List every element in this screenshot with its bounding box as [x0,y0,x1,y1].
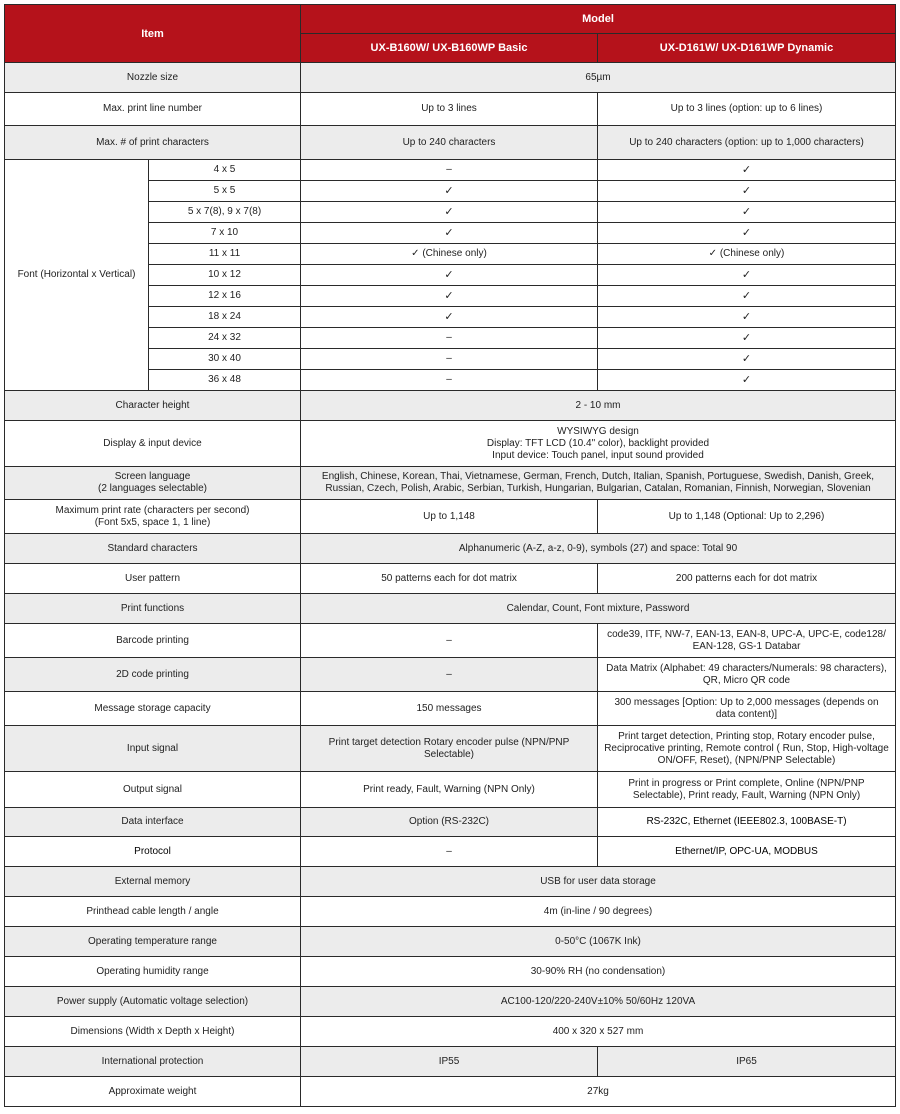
value-nozzle: 65µm [301,63,896,93]
value-std-chars: Alphanumeric (A-Z, a-z, 0-9), symbols (27) and space: Total 90 [301,534,896,564]
value-input-signal-basic: Print target detection Rotary encoder pulse (NPN/PNP Selectable) [301,726,598,772]
value-op-temp: 0-50°C (1067K Ink) [301,927,896,957]
value-char-height: 2 - 10 mm [301,391,896,421]
font-dynamic: ✓ [598,223,896,244]
font-size: 11 x 11 [149,244,301,265]
row-char-height [5,391,896,421]
value-ip-dynamic: IP65 [598,1047,896,1077]
font-basic: – [301,328,598,349]
font-size: 24 x 32 [149,328,301,349]
font-dynamic: ✓ [598,286,896,307]
value-display: WYSIWYG design Display: TFT LCD (10.4" color), backlight provided Input device: Touch panel, input sound provided [301,421,896,467]
value-print-rate-dynamic: Up to 1,148 (Optional: Up to 2,296) [598,500,896,534]
font-size: 4 x 5 [149,160,301,181]
value-data-interface-basic: Option (RS-232C) [301,808,598,837]
row-storage [5,692,896,726]
font-basic: – [301,370,598,391]
value-barcode-basic: – [301,624,598,658]
row-barcode [5,624,896,658]
value-protocol-basic: – [301,837,598,867]
row-screen-lang [5,467,896,500]
row-ip [5,1047,896,1077]
row-op-temp [5,927,896,957]
value-ip-basic: IP55 [301,1047,598,1077]
font-size: 5 x 7(8), 9 x 7(8) [149,202,301,223]
label-ext-memory: External memory [5,867,301,897]
font-basic: ✓ [301,223,598,244]
row-power [5,987,896,1017]
label-font: Font (Horizontal x Vertical) [5,160,149,391]
row-cable [5,897,896,927]
label-nozzle: Nozzle size [5,63,301,93]
label-ip: International protection [5,1047,301,1077]
value-chars-dynamic: Up to 240 characters (option: up to 1,000 characters) [598,126,896,160]
value-op-hum: 30-90% RH (no condensation) [301,957,896,987]
value-lines-dynamic: Up to 3 lines (option: up to 6 lines) [598,93,896,126]
font-dynamic: ✓ [598,349,896,370]
font-basic: ✓ [301,181,598,202]
header-model-dynamic: UX-D161W/ UX-D161WP Dynamic [598,34,896,63]
value-data-interface-dynamic: RS-232C, Ethernet (IEEE802.3, 100BASE-T) [598,808,896,837]
value-print-rate-basic: Up to 1,148 [301,500,598,534]
value-input-signal-dynamic: Print target detection, Printing stop, Rotary encoder pulse, Reciprocative printing, Remote control ( Run, Stop, High-voltage ON/OFF, Reset), (NPN/PNP Selectable) [598,726,896,772]
row-2d-code [5,658,896,692]
value-dimensions: 400 x 320 x 527 mm [301,1017,896,1047]
value-weight: 27kg [301,1077,896,1107]
font-basic: ✓ [301,265,598,286]
value-output-signal-basic: Print ready, Fault, Warning (NPN Only) [301,772,598,808]
font-basic: ✓ (Chinese only) [301,244,598,265]
label-user-pattern: User pattern [5,564,301,594]
row-op-hum [5,957,896,987]
value-ext-memory: USB for user data storage [301,867,896,897]
row-lines [5,93,896,126]
font-basic: ✓ [301,286,598,307]
label-power: Power supply (Automatic voltage selection) [5,987,301,1017]
label-dimensions: Dimensions (Width x Depth x Height) [5,1017,301,1047]
font-dynamic: ✓ (Chinese only) [598,244,896,265]
header-model: Model [301,5,896,34]
label-op-temp: Operating temperature range [5,927,301,957]
font-dynamic: ✓ [598,202,896,223]
label-weight: Approximate weight [5,1077,301,1107]
font-dynamic: ✓ [598,370,896,391]
label-barcode: Barcode printing [5,624,301,658]
row-print-functions [5,594,896,624]
font-basic: ✓ [301,307,598,328]
font-dynamic: ✓ [598,160,896,181]
label-chars: Max. # of print characters [5,126,301,160]
label-std-chars: Standard characters [5,534,301,564]
font-size: 10 x 12 [149,265,301,286]
label-print-functions: Print functions [5,594,301,624]
value-chars-basic: Up to 240 characters [301,126,598,160]
row-output-signal [5,772,896,808]
label-input-signal: Input signal [5,726,301,772]
value-user-pattern-basic: 50 patterns each for dot matrix [301,564,598,594]
label-op-hum: Operating humidity range [5,957,301,987]
label-protocol: Protocol [5,837,301,867]
font-dynamic: ✓ [598,328,896,349]
label-storage: Message storage capacity [5,692,301,726]
value-protocol-dynamic: Ethernet/IP, OPC-UA, MODBUS [598,837,896,867]
font-size: 18 x 24 [149,307,301,328]
value-print-functions: Calendar, Count, Font mixture, Password [301,594,896,624]
label-char-height: Character height [5,391,301,421]
font-basic: ✓ [301,202,598,223]
font-size: 5 x 5 [149,181,301,202]
label-print-rate: Maximum print rate (characters per second) (Font 5x5, space 1, 1 line) [5,500,301,534]
row-display [5,421,896,467]
font-size: 12 x 16 [149,286,301,307]
row-protocol [5,837,896,867]
row-dimensions [5,1017,896,1047]
label-lines: Max. print line number [5,93,301,126]
row-print-rate [5,500,896,534]
label-output-signal: Output signal [5,772,301,808]
font-basic: – [301,160,598,181]
value-lines-basic: Up to 3 lines [301,93,598,126]
value-barcode-dynamic: code39, ITF, NW-7, EAN-13, EAN-8, UPC-A, UPC-E, code128/ EAN-128, GS-1 Databar [598,624,896,658]
value-2d-code-basic: – [301,658,598,692]
row-input-signal [5,726,896,772]
font-dynamic: ✓ [598,307,896,328]
value-user-pattern-dynamic: 200 patterns each for dot matrix [598,564,896,594]
row-std-chars [5,534,896,564]
font-size: 36 x 48 [149,370,301,391]
row-weight [5,1077,896,1107]
row-nozzle [5,63,896,93]
value-storage-dynamic: 300 messages [Option: Up to 2,000 messages (depends on data content)] [598,692,896,726]
font-basic: – [301,349,598,370]
font-dynamic: ✓ [598,265,896,286]
label-display: Display & input device [5,421,301,467]
value-screen-lang: English, Chinese, Korean, Thai, Vietnamese, German, French, Dutch, Italian, Spanish, Portuguese, Swedish, Danish, Greek, Russian, Czech, Polish, Arabic, Serbian, Turkish, Hungarian, Bulgarian, Catalan, Romanian, Finnish, Norwegian, Slovenian [301,467,896,500]
spec-table [4,4,896,1107]
value-2d-code-dynamic: Data Matrix (Alphabet: 49 characters/Numerals: 98 characters), QR, Micro QR code [598,658,896,692]
row-chars [5,126,896,160]
header-model-basic: UX-B160W/ UX-B160WP Basic [301,34,598,63]
label-2d-code: 2D code printing [5,658,301,692]
row-ext-memory [5,867,896,897]
row-user-pattern [5,564,896,594]
label-cable: Printhead cable length / angle [5,897,301,927]
font-dynamic: ✓ [598,181,896,202]
label-data-interface: Data interface [5,808,301,837]
value-storage-basic: 150 messages [301,692,598,726]
value-cable: 4m (in-line / 90 degrees) [301,897,896,927]
value-output-signal-dynamic: Print in progress or Print complete, Online (NPN/PNP Selectable), Print ready, Fault, Warning (NPN Only) [598,772,896,808]
row-data-interface [5,808,896,837]
font-size: 7 x 10 [149,223,301,244]
value-power: AC100-120/220-240V±10% 50/60Hz 120VA [301,987,896,1017]
header-item: Item [5,5,301,63]
label-screen-lang: Screen language (2 languages selectable) [5,467,301,500]
font-size: 30 x 40 [149,349,301,370]
row-font [5,160,896,181]
